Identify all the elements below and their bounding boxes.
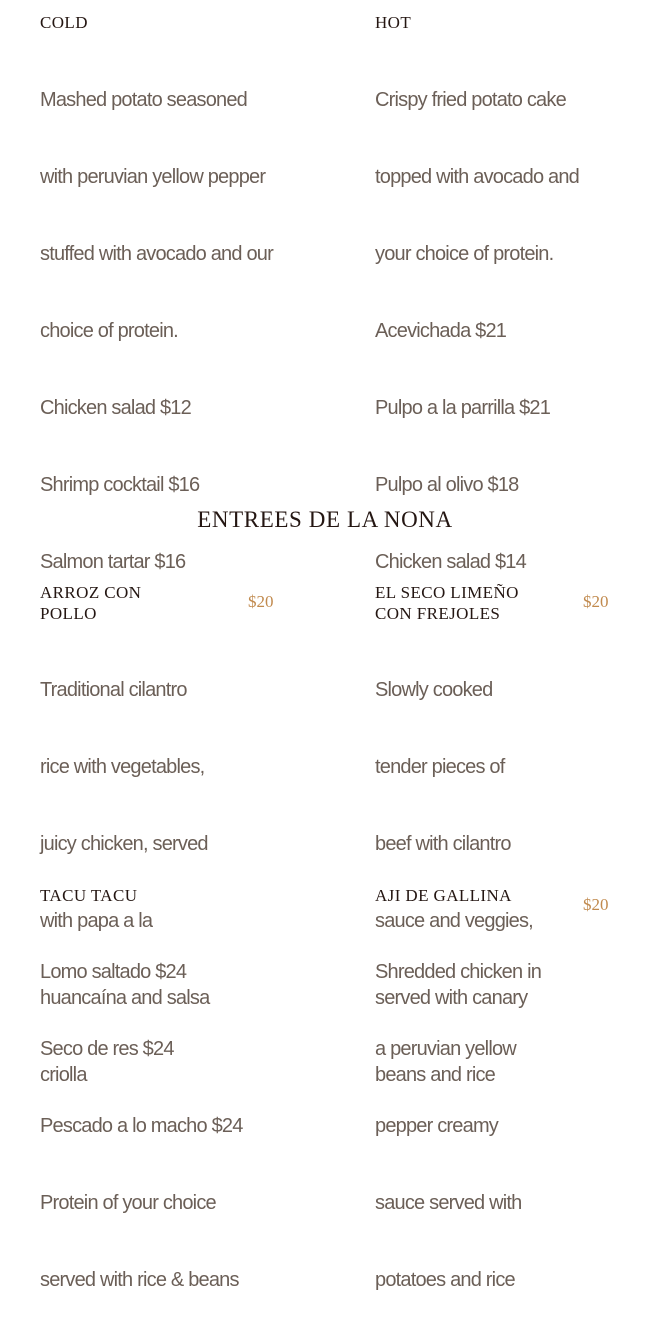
description-line: sauce and veggies, [375, 909, 533, 932]
option-line: Pescado a lo macho $24 [40, 1114, 243, 1137]
description-line: tender pieces of [375, 755, 505, 778]
aji-de-gallina-name: AJI DE GALLINA [375, 886, 512, 905]
description-line: pepper creamy [375, 1114, 498, 1137]
option-line: Protein of your choice [40, 1191, 216, 1214]
aji-de-gallina-price: $20 [583, 895, 609, 914]
description-line: beans and rice [375, 1063, 496, 1086]
cold-item: Salmon tartar $16 [40, 550, 186, 573]
hot-item: Chicken salad $14 [375, 550, 526, 573]
dish-name-line: POLLO [40, 604, 97, 623]
cold-heading: COLD [40, 13, 88, 32]
hot-item: Acevichada $21 [375, 319, 507, 342]
hot-heading: HOT [375, 13, 412, 32]
cold-description-line: stuffed with avocado and our [40, 242, 273, 265]
arroz-con-pollo-name [40, 582, 141, 624]
description-line: potatoes and rice [375, 1268, 515, 1291]
description-line: criolla [40, 1063, 87, 1086]
description-line: Slowly cooked [375, 678, 493, 701]
dish-name-line: EL SECO LIMEÑO [375, 583, 519, 602]
hot-item: Pulpo al olivo $18 [375, 473, 519, 496]
description-line: sauce served with [375, 1191, 522, 1214]
option-line: served with rice & beans [40, 1268, 239, 1291]
cold-description-line: choice of protein. [40, 319, 178, 342]
description-line: rice with vegetables, [40, 755, 205, 778]
cold-item: Chicken salad $12 [40, 396, 191, 419]
seco-limeno-price: $20 [583, 592, 609, 611]
seco-limeno-name [375, 582, 519, 624]
description-line: huancaína and salsa [40, 986, 210, 1009]
cold-item: Shrimp cocktail $16 [40, 473, 200, 496]
description-line: juicy chicken, served [40, 832, 208, 855]
dish-name-line: ARROZ CON [40, 583, 142, 602]
description-line: a peruvian yellow [375, 1037, 516, 1060]
cold-description-line: Mashed potato seasoned [40, 88, 248, 111]
section-title: ENTREES DE LA NONA [197, 507, 453, 532]
option-line: Lomo saltado $24 [40, 960, 187, 983]
hot-description-line: Crispy fried potato cake [375, 88, 566, 111]
description-line: Shredded chicken in [375, 960, 542, 983]
description-line: beef with cilantro [375, 832, 511, 855]
hot-item: Pulpo a la parrilla $21 [375, 396, 551, 419]
dish-name-line: CON FREJOLES [375, 604, 501, 623]
description-line: served with canary [375, 986, 528, 1009]
tacu-tacu-name: TACU TACU [40, 886, 138, 905]
cold-description-line: with peruvian yellow pepper [40, 165, 266, 188]
arroz-con-pollo-price: $20 [248, 592, 274, 611]
tacu-tacu-options [40, 914, 243, 1338]
description-line: with papa a la [40, 909, 153, 932]
hot-description-line: topped with avocado and [375, 165, 579, 188]
option-line: Seco de res $24 [40, 1037, 174, 1060]
aji-de-gallina-description [375, 914, 541, 1338]
hot-description-line: your choice of protein. [375, 242, 554, 265]
description-line: Traditional cilantro [40, 678, 187, 701]
